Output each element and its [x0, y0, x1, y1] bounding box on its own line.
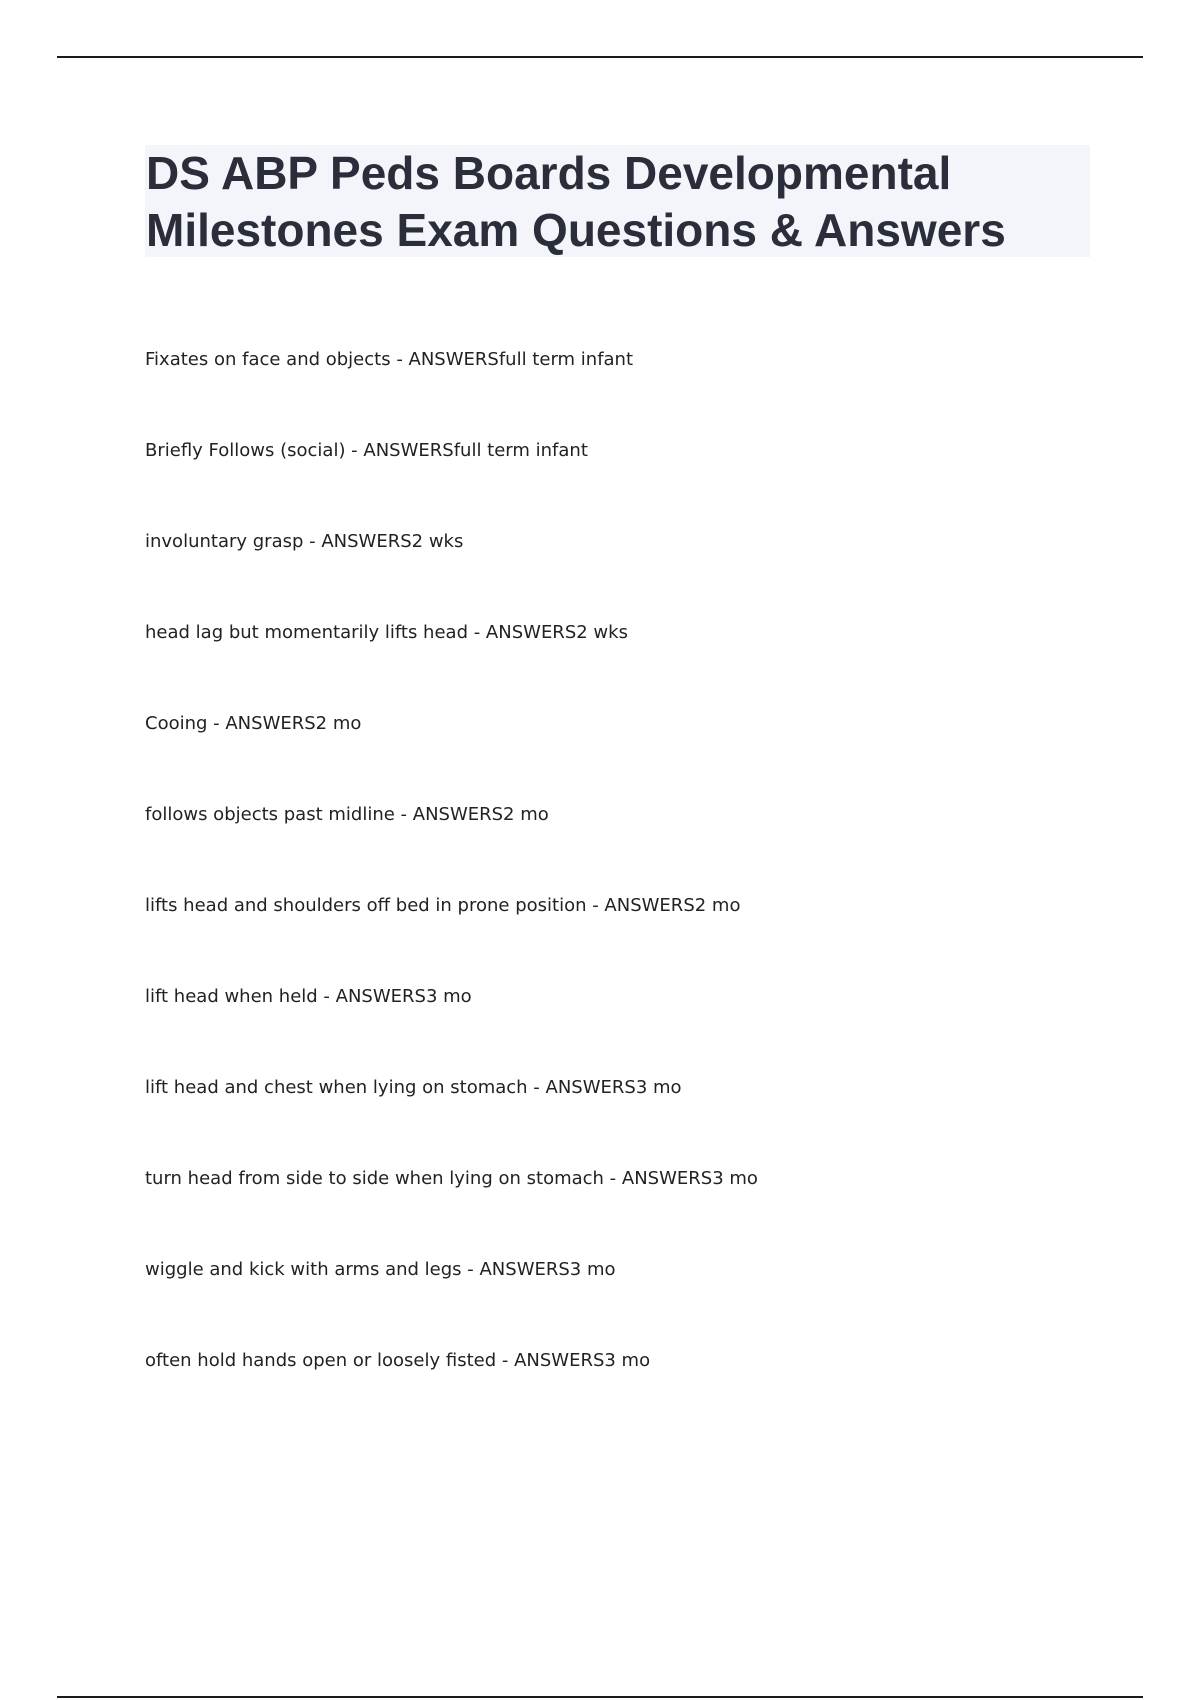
document-title [146, 145, 1091, 259]
document-title-line-2: Milestones Exam Questions & Answers [146, 204, 1006, 256]
qa-item: lifts head and shoulders off bed in prone position - ANSWERS2 mo [145, 895, 741, 916]
qa-item: turn head from side to side when lying on stomach - ANSWERS3 mo [145, 1168, 758, 1189]
qa-list [145, 345, 1095, 1437]
qa-item: Fixates on face and objects - ANSWERSfull term infant [145, 349, 634, 370]
qa-item: Briefly Follows (social) - ANSWERSfull term infant [145, 440, 588, 461]
qa-item: head lag but momentarily lifts head - ANSWERS2 wks [145, 622, 628, 643]
qa-item: involuntary grasp - ANSWERS2 wks [145, 531, 464, 552]
qa-item: Cooing - ANSWERS2 mo [145, 713, 362, 734]
top-rule [57, 56, 1143, 58]
qa-item: lift head when held - ANSWERS3 mo [145, 986, 472, 1007]
document-title-line-1: DS ABP Peds Boards Developmental [146, 147, 952, 199]
qa-item: wiggle and kick with arms and legs - ANSWERS3 mo [145, 1259, 616, 1280]
bottom-rule [57, 1696, 1143, 1698]
qa-item: follows objects past midline - ANSWERS2 mo [145, 804, 549, 825]
qa-item: often hold hands open or loosely fisted - ANSWERS3 mo [145, 1350, 651, 1371]
title-banner [145, 145, 1090, 257]
qa-item: lift head and chest when lying on stomach - ANSWERS3 mo [145, 1077, 682, 1098]
